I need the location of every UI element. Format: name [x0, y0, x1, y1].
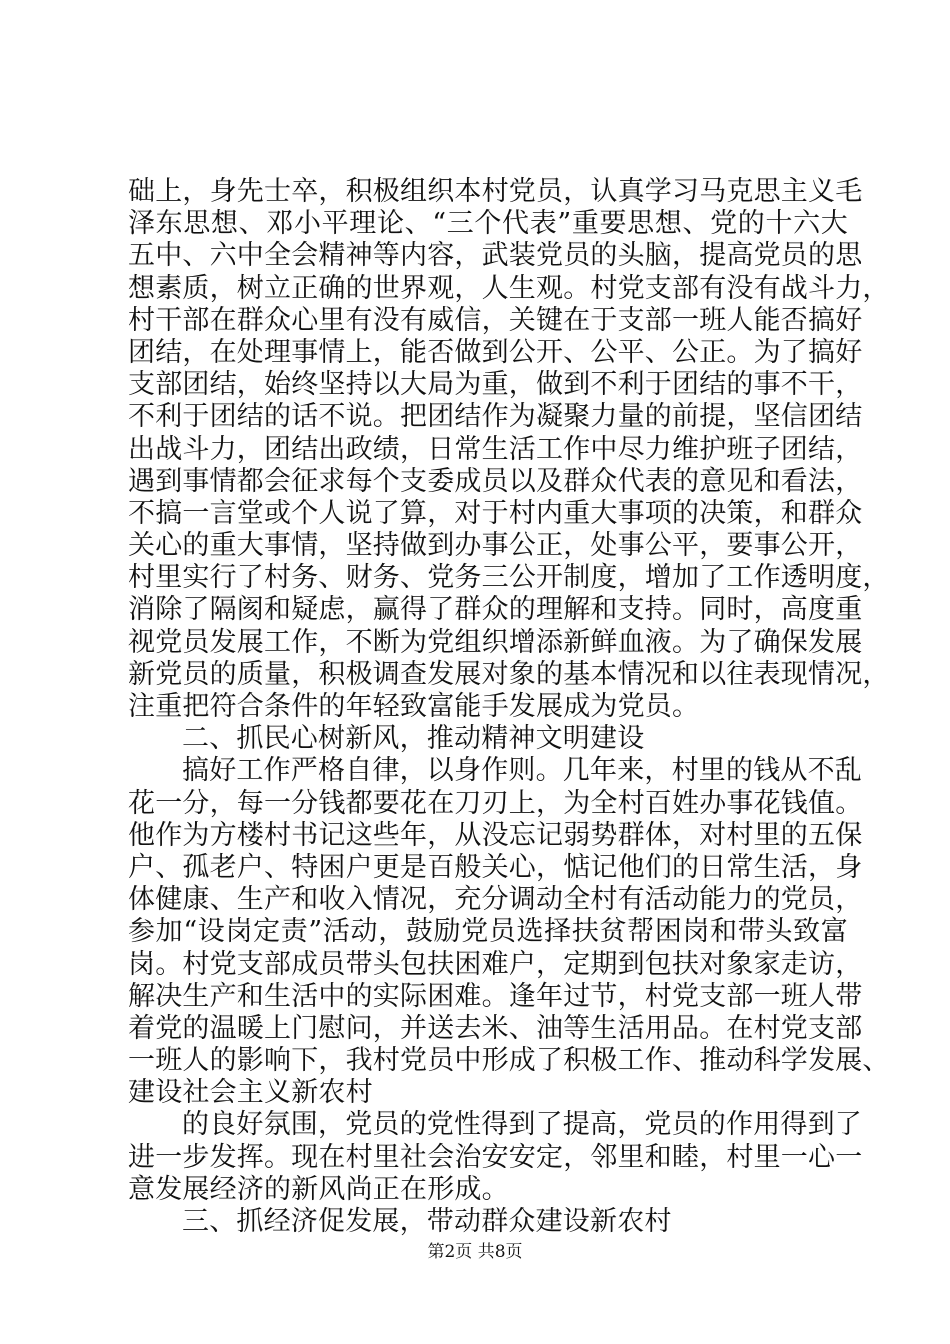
text-line: 参加“设岗定责”活动，鼓励党员选择扶贫帮困岗和带头致富 — [128, 916, 848, 947]
text-line: 的良好氛围，党员的党性得到了提高，党员的作用得到了 — [182, 1109, 862, 1140]
text-line: 遇到事情都会征求每个支委成员以及群众代表的意见和看法， — [128, 466, 863, 497]
text-line: 础上，身先士卒，积极组织本村党员，认真学习马克思主义毛 — [128, 176, 863, 207]
text-line: 岗。村党支部成员带头包扶困难户，定期到包扶对象家走访， — [128, 949, 863, 980]
text-line: 户、孤老户、特困户更是百般关心，惦记他们的日常生活，身 — [128, 852, 863, 883]
text-line: 视党员发展工作，不断为党组织增添新鲜血液。为了确保发展 — [128, 627, 863, 658]
text-line: 花一分，每一分钱都要花在刀刃上，为全村百姓办事花钱值。 — [128, 788, 863, 819]
text-line: 着党的温暖上门慰问，并送去米、油等生活用品。在村党支部 — [128, 1013, 863, 1044]
text-line: 不利于团结的话不说。把团结作为凝聚力量的前提，坚信团结 — [128, 401, 863, 432]
text-line: 一班人的影响下，我村党员中形成了积极工作、推动科学发展、 — [128, 1045, 890, 1076]
text-line: 出战斗力，团结出政绩，日常生活工作中尽力维护班子团结， — [128, 434, 863, 465]
text-line: 新党员的质量，积极调查发展对象的基本情况和以往表现情况， — [128, 659, 890, 690]
text-line: 团结，在处理事情上，能否做到公开、公平、公正。为了搞好 — [128, 337, 863, 368]
text-line: 想素质，树立正确的世界观，人生观。村党支部有没有战斗力， — [128, 273, 890, 304]
text-line: 他作为方楼村书记这些年，从没忘记弱势群体，对村里的五保 — [128, 820, 863, 851]
text-line: 不搞一言堂或个人说了算，对于村内重大事项的决策，和群众 — [128, 498, 863, 529]
text-line: 村干部在群众心里有没有威信，关键在于支部一班人能否搞好 — [128, 305, 863, 336]
text-line: 建设社会主义新农村 — [128, 1077, 373, 1108]
text-line: 解决生产和生活中的实际困难。逢年过节，村党支部一班人带 — [128, 981, 863, 1012]
text-line: 关心的重大事情，坚持做到办事公正，处事公平，要事公开， — [128, 530, 863, 561]
text-line: 意发展经济的新风尚正在形成。 — [128, 1174, 509, 1205]
page-footer: 第2页 共8页 — [427, 1242, 523, 1262]
text-line: 五中、六中全会精神等内容，武装党员的头脑，提高党员的思 — [128, 240, 863, 271]
text-line: 注重把符合条件的年轻致富能手发展成为党员。 — [128, 691, 700, 722]
text-line: 消除了隔阂和疑虑，赢得了群众的理解和支持。同时，高度重 — [128, 594, 863, 625]
text-line: 三、抓经济促发展，带动群众建设新农村 — [182, 1206, 672, 1237]
text-line: 搞好工作严格自律，以身作则。几年来，村里的钱从不乱 — [182, 755, 862, 786]
text-line: 体健康、生产和收入情况，充分调动全村有活动能力的党员， — [128, 884, 863, 915]
text-line: 村里实行了村务、财务、党务三公开制度，增加了工作透明度， — [128, 562, 890, 593]
text-line: 泽东思想、邓小平理论、“三个代表”重要思想、党的十六大 — [128, 208, 848, 239]
text-line: 进一步发挥。现在村里社会治安安定，邻里和睦，村里一心一 — [128, 1142, 863, 1173]
text-line: 支部团结，始终坚持以大局为重，做到不利于团结的事不干， — [128, 369, 863, 400]
text-line: 二、抓民心树新风，推动精神文明建设 — [182, 723, 645, 754]
